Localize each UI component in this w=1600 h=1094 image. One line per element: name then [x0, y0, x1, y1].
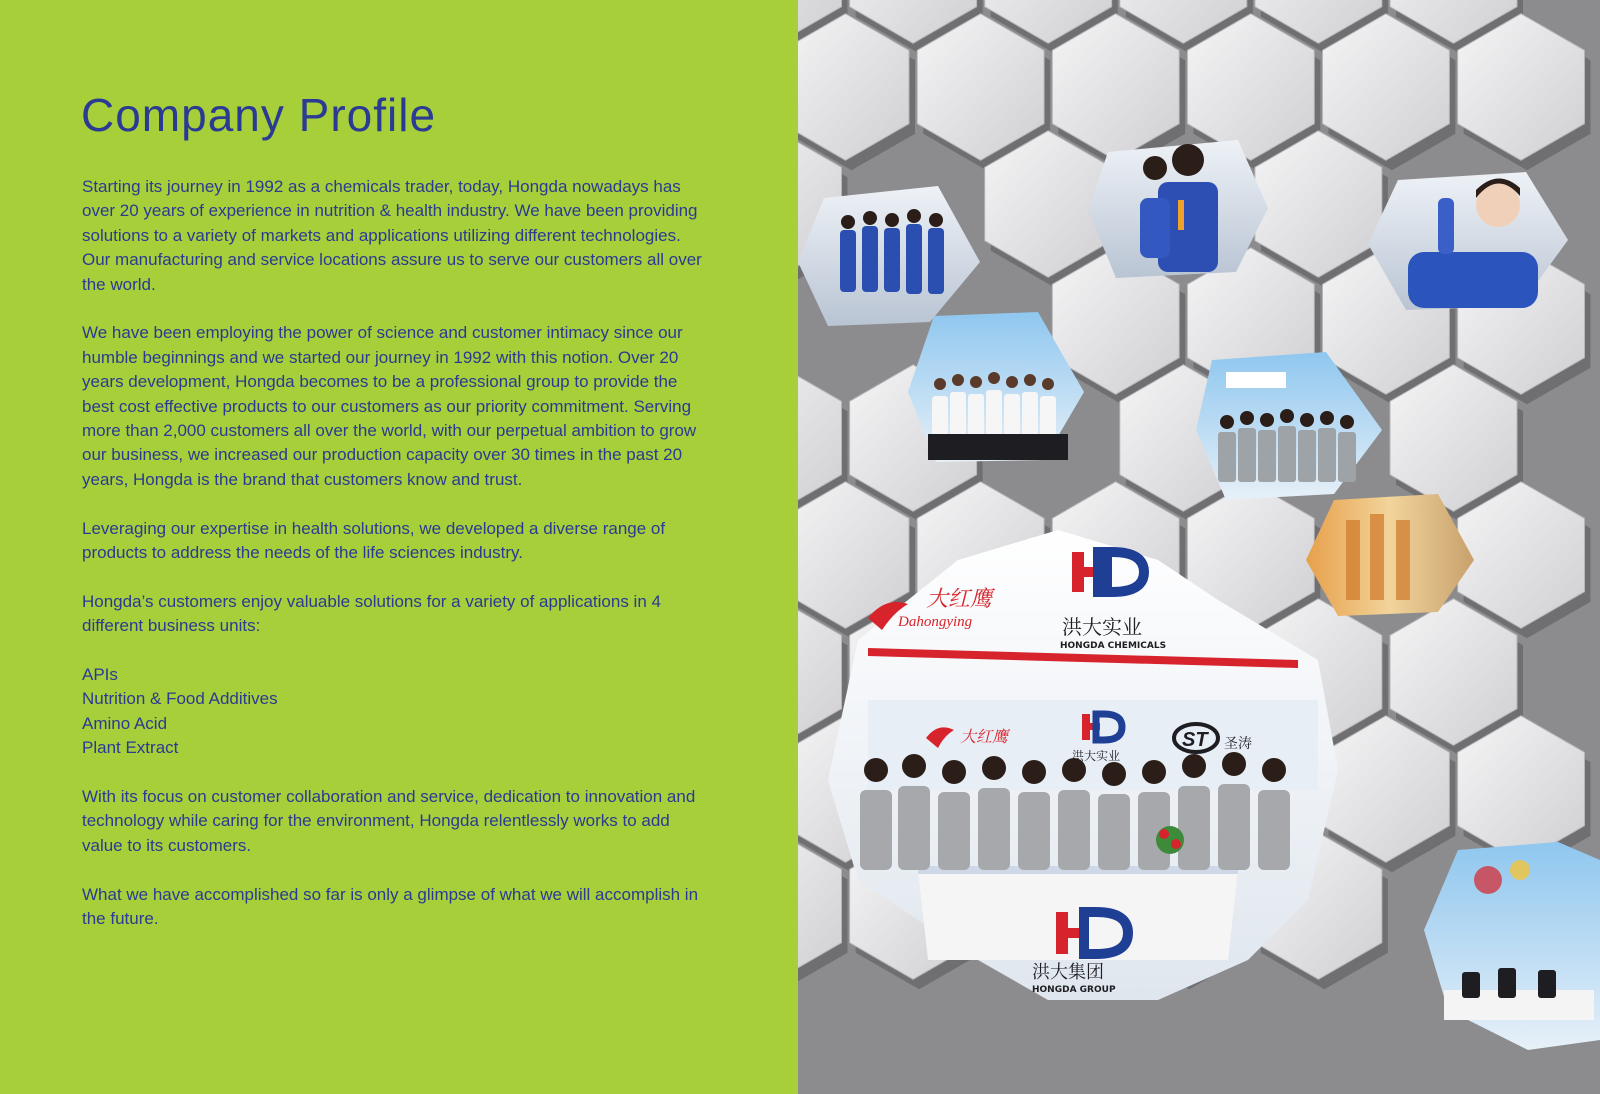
hongda-chemicals-cn-label: 洪大实业 — [1062, 615, 1142, 639]
dahongying-cn-label: 大红鹰 — [926, 587, 993, 612]
history-paragraph: We have been employing the power of science and customer intimacy since our humble beginnings and we started our journey in 1992 with this notion. Over 20 years development, Hongda becomes to be a professional group to provide the best cost effective products to our customers as our priority commitment. Serving more than 2,000 customers all over the world, with our perpetual ambition to grow our business, we increased our production capacity over 30 times in the past 20 years, Hongda is the brand that customers know and trust. — [82, 323, 697, 489]
st-logo-cn-label: 圣涛 — [1224, 736, 1252, 752]
business-units-list — [82, 663, 712, 761]
hexagon-photo-collage — [798, 0, 1600, 1094]
company-profile-panel — [0, 0, 798, 1094]
lab-worker-photo — [1088, 140, 1268, 278]
researcher-photo — [1368, 172, 1568, 310]
business-unit-item: APIs — [82, 665, 118, 685]
profile-body — [82, 175, 712, 956]
expo-counter-photo — [1424, 842, 1600, 1050]
page-title: Company Profile — [81, 89, 437, 141]
hongda-group-cn-label: 洪大集团 — [1032, 962, 1104, 983]
expertise-paragraph: Leveraging our expertise in health solutions, we developed a diverse range of products to address the needs of the life sciences industry. — [82, 518, 666, 563]
intro-paragraph: Starting its journey in 1992 as a chemicals trader, today, Hongda nowadays has over 20 years of experience in nutrition & health industry. We have been providing solutions to a variety of markets and applications utilizing different technologies. Our manufacturing and service locations assure us to serve our customers all over the world. — [82, 177, 702, 294]
business-unit-item: Amino Acid — [82, 713, 168, 733]
business-unit-item: Plant Extract — [82, 738, 179, 758]
business-units-intro: Hongda’s customers enjoy valuable solutions for a variety of applications in 4 different business units: — [82, 591, 661, 636]
wall-hongda-cn-label: 洪大实业 — [1072, 749, 1121, 763]
wall-dahongying-cn-label: 大红鹰 — [960, 727, 1009, 746]
business-unit-item: Nutrition & Food Additives — [82, 689, 278, 709]
collage-graphic — [798, 0, 1600, 1094]
future-paragraph: What we have accomplished so far is only a glimpse of what we will accomplish in the future. — [82, 884, 699, 929]
st-logo-label: ST — [1182, 729, 1208, 751]
dahongying-script-label: Dahongying — [898, 614, 973, 630]
hongda-group-en-label: HONGDA GROUP — [1032, 985, 1116, 995]
hongda-chemicals-en-label: HONGDA CHEMICALS — [1060, 641, 1167, 651]
focus-paragraph: With its focus on customer collaboration and service, dedication to innovation and technology while caring for the environment, Hongda relentlessly works to add value to its customers. — [82, 787, 696, 855]
